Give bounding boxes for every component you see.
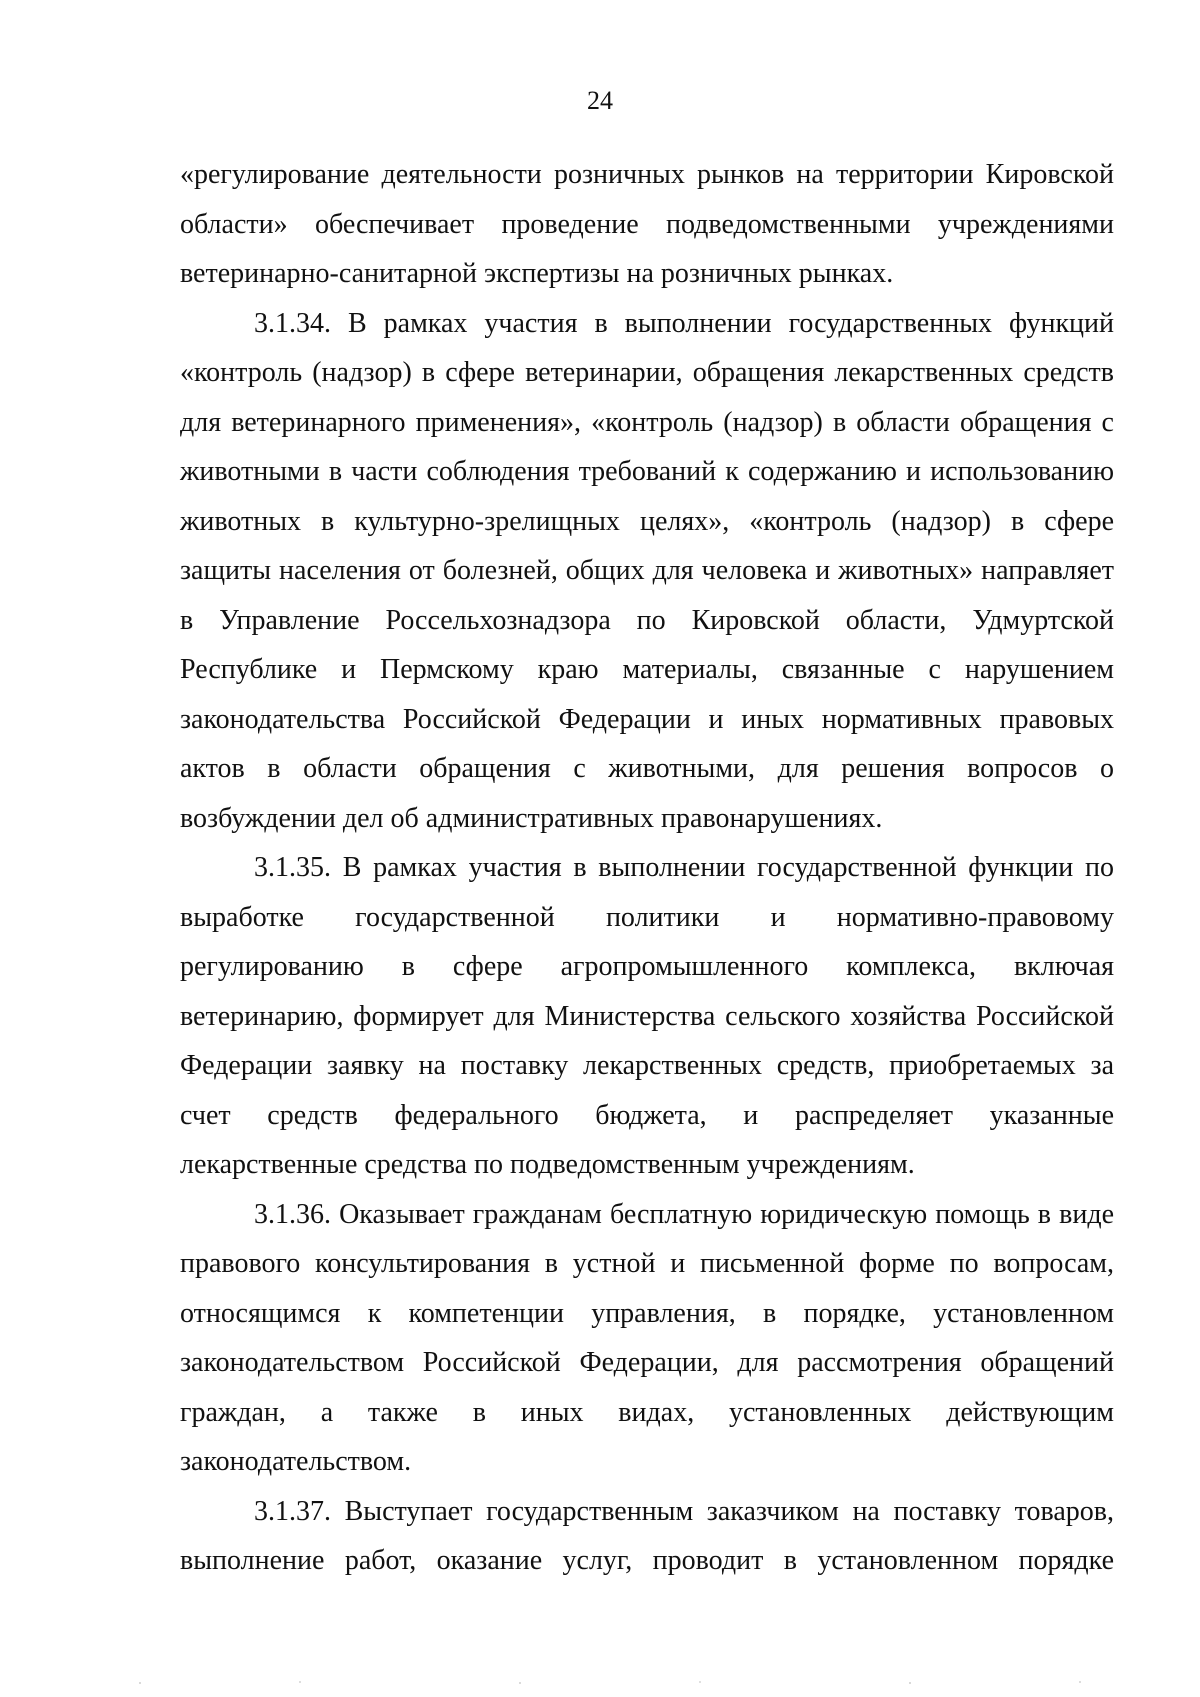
body-text bbox=[180, 150, 1114, 1586]
text-line: для ветеринарного применения», «контроль (надзор) в области обращения с bbox=[180, 406, 1114, 438]
paragraph-3-1-37-first-line: 3.1.37. Выступает государственным заказчиком на поставку товаров, bbox=[254, 1495, 1114, 1527]
text-line: относящимся к компетенции управления, в порядке, установленном bbox=[180, 1297, 1114, 1329]
text-line: законодательством. bbox=[180, 1446, 412, 1477]
paragraph-3-1-35-first-line: 3.1.35. В рамках участия в выполнении государственной функции по bbox=[254, 852, 1114, 883]
page-number: 24 bbox=[587, 86, 613, 115]
text-line: животными в части соблюдения требований к содержанию и использованию bbox=[180, 456, 1114, 487]
text-line: Республике и Пермскому краю материалы, связанные с нарушением bbox=[180, 654, 1114, 685]
text-line: ветеринарию, формирует для Министерства сельского хозяйства Российской bbox=[180, 1000, 1114, 1032]
text-line: выполнение работ, оказание услуг, проводит в установленном порядке bbox=[180, 1545, 1114, 1576]
text-line: лекарственные средства по подведомственным учреждениям. bbox=[180, 1149, 915, 1180]
text-line: «регулирование деятельности розничных рынков на территории Кировской bbox=[180, 159, 1114, 190]
text-line: Федерации заявку на поставку лекарственных средств, приобретаемых за bbox=[180, 1050, 1114, 1081]
scan-artifacts bbox=[0, 1680, 1200, 1686]
text-line: правового консультирования в устной и письменной форме по вопросам, bbox=[180, 1248, 1114, 1279]
text-line: законодательства Российской Федерации и иных нормативных правовых bbox=[180, 703, 1114, 735]
text-line: защиты населения от болезней, общих для человека и животных» направляет bbox=[180, 555, 1114, 586]
text-line: возбуждении дел об административных правонарушениях. bbox=[180, 802, 883, 834]
text-line: граждан, а также в иных видах, установленных действующим bbox=[180, 1396, 1114, 1428]
text-line: актов в области обращения с животными, для решения вопросов о bbox=[180, 753, 1114, 784]
text-line: законодательством Российской Федерации, для рассмотрения обращений bbox=[180, 1347, 1114, 1378]
paragraph-3-1-36-first-line: 3.1.36. Оказывает гражданам бесплатную юридическую помощь в виде bbox=[254, 1198, 1114, 1230]
text-line: счет средств федерального бюджета, и распределяет указанные bbox=[180, 1099, 1114, 1131]
text-line: выработке государственной политики и нормативно-правовому bbox=[180, 901, 1114, 933]
paragraph-3-1-34-first-line: 3.1.34. В рамках участия в выполнении государственных функций bbox=[254, 307, 1114, 339]
text-line: «контроль (надзор) в сфере ветеринарии, обращения лекарственных средств bbox=[180, 357, 1114, 388]
text-line: области» обеспечивает проведение подведомственными учреждениями bbox=[180, 208, 1114, 240]
text-line: ветеринарно-санитарной экспертизы на розничных рынках. bbox=[180, 258, 894, 289]
text-line: регулированию в сфере агропромышленного комплекса, включая bbox=[180, 951, 1114, 982]
text-line: в Управление Россельхознадзора по Кировской области, Удмуртской bbox=[180, 604, 1114, 636]
text-line: животных в культурно-зрелищных целях», «контроль (надзор) в сфере bbox=[180, 505, 1114, 537]
